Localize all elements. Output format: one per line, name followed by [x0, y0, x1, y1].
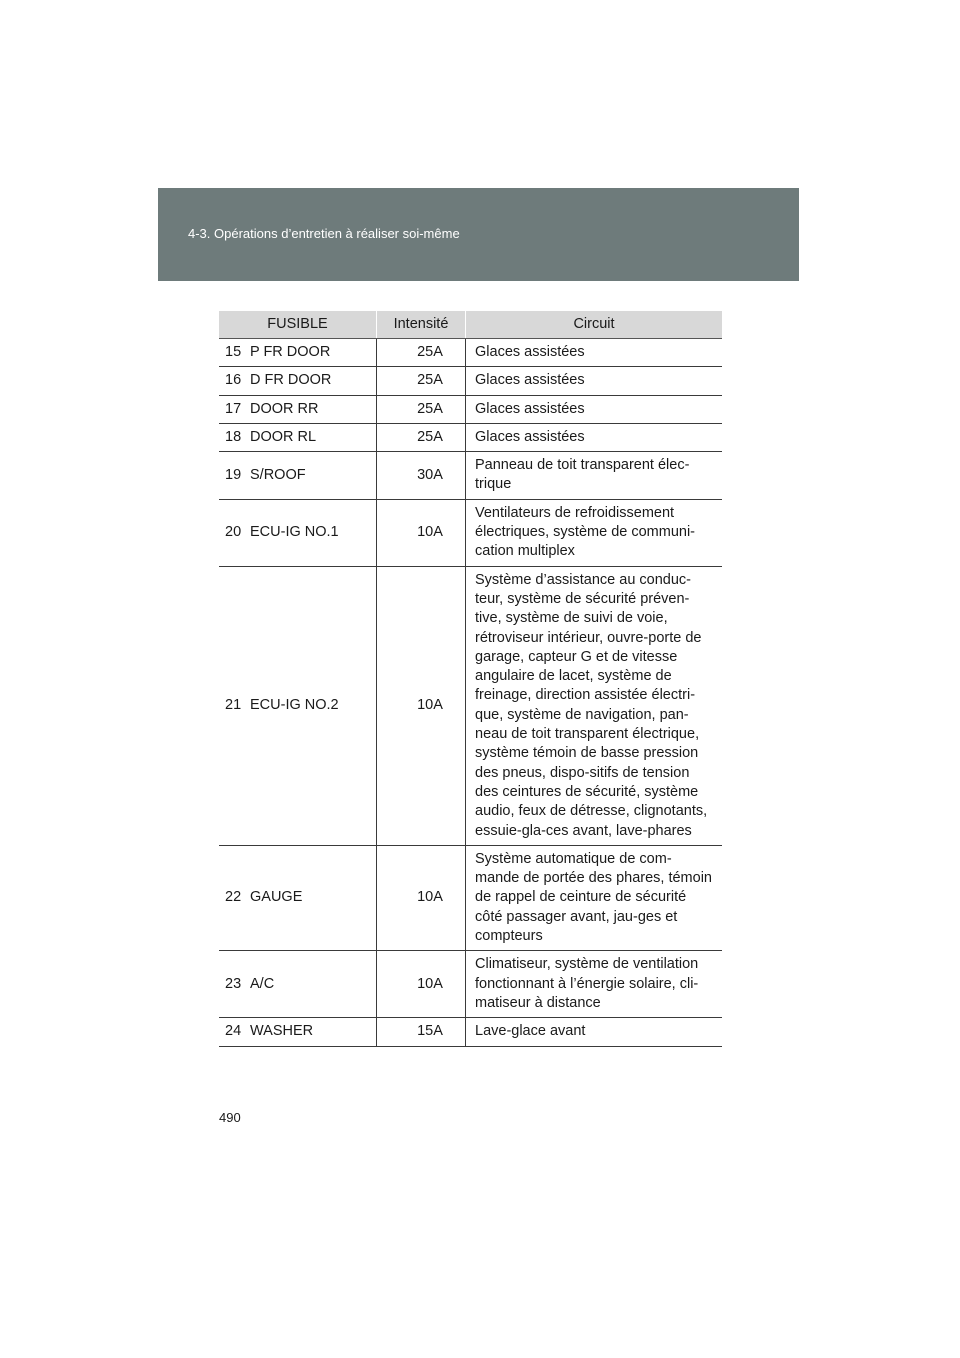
- fuse-amperage: 25A: [377, 367, 466, 395]
- fuse-number: 22: [219, 845, 246, 950]
- fuse-number: 23: [219, 951, 246, 1018]
- fuse-circuit: Ventilateurs de refroidissement électriques, système de communi-cation multiplex: [466, 499, 723, 566]
- fuse-number: 17: [219, 395, 246, 423]
- fuse-amperage: 30A: [377, 452, 466, 500]
- fuse-amperage: 10A: [377, 566, 466, 845]
- fuse-amperage: 25A: [377, 395, 466, 423]
- table-row: [219, 1018, 722, 1046]
- fuse-amperage: 25A: [377, 423, 466, 451]
- fuse-amperage: 10A: [377, 951, 466, 1018]
- fuse-circuit: Glaces assistées: [466, 395, 723, 423]
- fuse-number: 21: [219, 566, 246, 845]
- fuse-circuit: Panneau de toit transparent élec-trique: [466, 452, 723, 500]
- column-header-fusible: FUSIBLE: [219, 311, 377, 339]
- fuse-circuit: Lave-glace avant: [466, 1018, 723, 1046]
- column-header-intensite: Intensité: [377, 311, 466, 339]
- fuse-number: 15: [219, 339, 246, 367]
- table-row: [219, 951, 722, 1018]
- fuse-name: WASHER: [246, 1018, 377, 1046]
- table-row: [219, 845, 722, 950]
- table-row: [219, 423, 722, 451]
- fuse-name: DOOR RR: [246, 395, 377, 423]
- table-row: [219, 339, 722, 367]
- fuse-amperage: 10A: [377, 499, 466, 566]
- fuse-name: D FR DOOR: [246, 367, 377, 395]
- fuse-amperage: 10A: [377, 845, 466, 950]
- fuse-number: 19: [219, 452, 246, 500]
- table-row: [219, 367, 722, 395]
- fuse-name: ECU-IG NO.1: [246, 499, 377, 566]
- table-row: [219, 566, 722, 845]
- fuse-circuit: Glaces assistées: [466, 367, 723, 395]
- section-title: 4-3. Opérations d’entretien à réaliser soi-même: [188, 226, 460, 241]
- fuse-number: 18: [219, 423, 246, 451]
- fuse-name: P FR DOOR: [246, 339, 377, 367]
- table-row: [219, 395, 722, 423]
- fuse-name: GAUGE: [246, 845, 377, 950]
- fuse-name: ECU-IG NO.2: [246, 566, 377, 845]
- section-header-band: [158, 188, 799, 281]
- fuse-name: A/C: [246, 951, 377, 1018]
- column-header-circuit: Circuit: [466, 311, 723, 339]
- fuse-circuit: Glaces assistées: [466, 339, 723, 367]
- fuse-name: DOOR RL: [246, 423, 377, 451]
- fuse-name: S/ROOF: [246, 452, 377, 500]
- fuse-circuit: Système d’assistance au conduc-teur, système de sécurité préven-tive, système de suivi de voie, rétroviseur intérieur, ouvre-porte de garage, capteur G et de vitesse angulaire de lacet, système de freinage, direction assistée électri-que, système de navigation, pan-neau de toit transparent électrique, système témoin de basse pression des pneus, dispo-sitifs de tension des ceintures de sécurité, système audio, feux de détresse, clignotants, essuie-gla-ces avant, lave-phares: [466, 566, 723, 845]
- table-row: [219, 452, 722, 500]
- page-number: 490: [219, 1110, 241, 1125]
- fuse-number: 20: [219, 499, 246, 566]
- table-row: [219, 499, 722, 566]
- fuse-amperage: 15A: [377, 1018, 466, 1046]
- fuse-circuit: Glaces assistées: [466, 423, 723, 451]
- table-header-row: [219, 311, 722, 339]
- fuse-amperage: 25A: [377, 339, 466, 367]
- fuse-number: 24: [219, 1018, 246, 1046]
- fuse-circuit: Climatiseur, système de ventilation fonctionnant à l’énergie solaire, cli-matiseur à distance: [466, 951, 723, 1018]
- fuse-table: [219, 311, 722, 1047]
- fuse-number: 16: [219, 367, 246, 395]
- fuse-circuit: Système automatique de com-mande de portée des phares, témoin de rappel de ceinture de sécurité côté passager avant, jau-ges et compteurs: [466, 845, 723, 950]
